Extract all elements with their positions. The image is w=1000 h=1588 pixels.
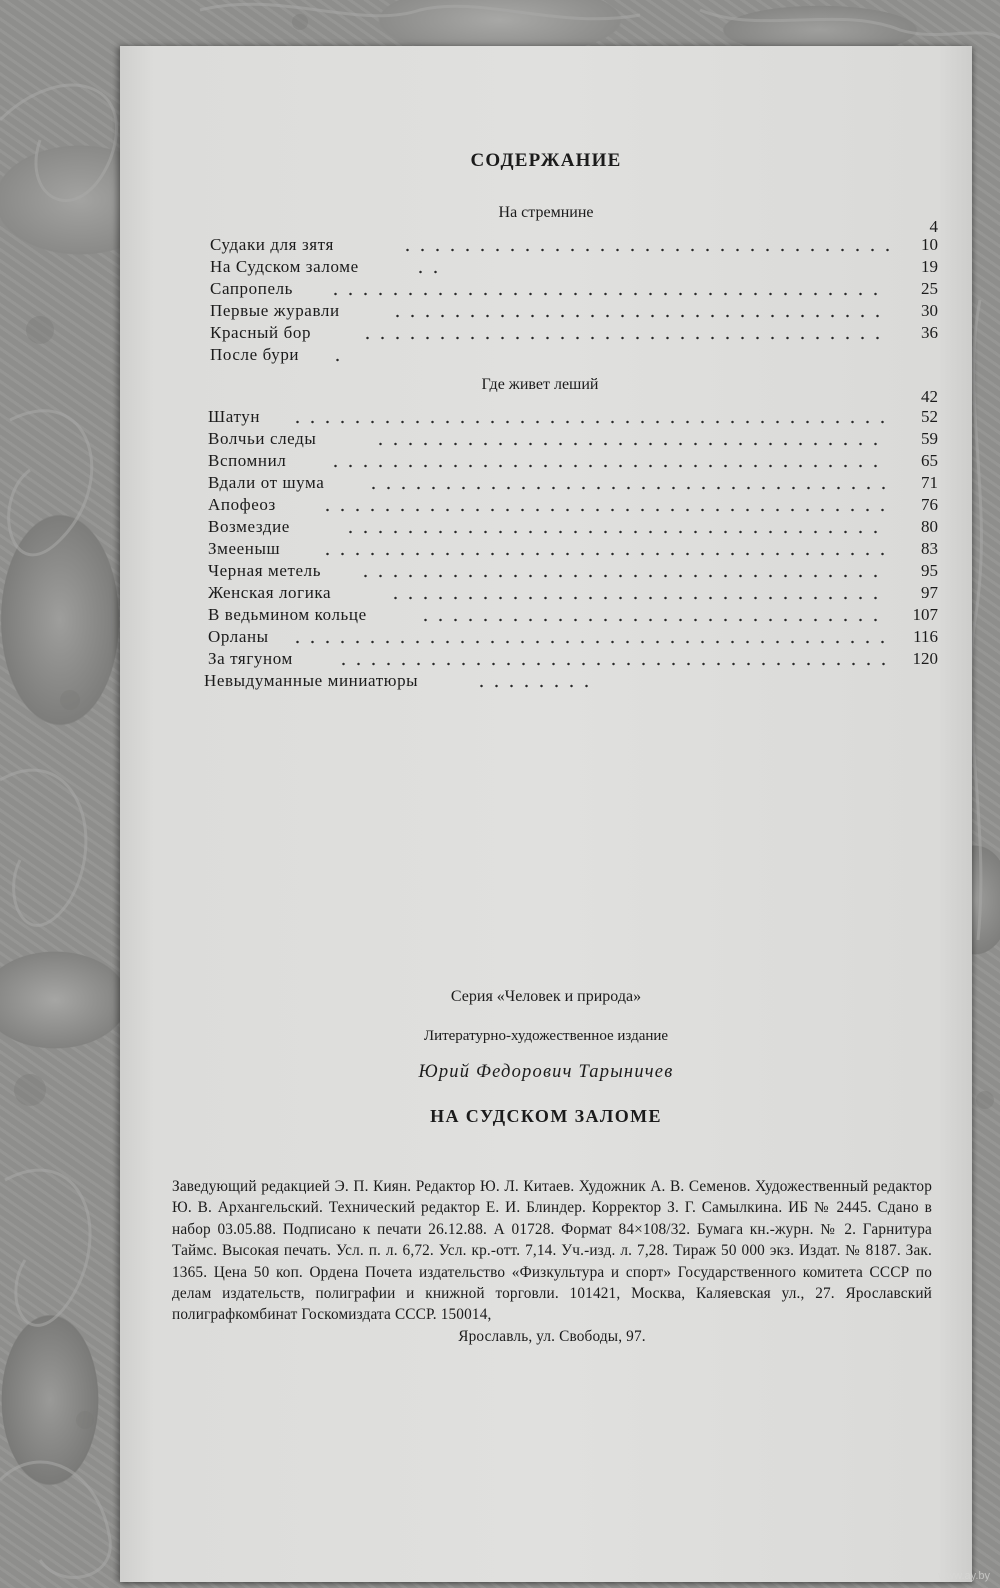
toc-entry[interactable] <box>208 583 938 605</box>
imprint-last-line: Ярославль, ул. Свободы, 97. <box>458 1327 646 1345</box>
toc-entry[interactable] <box>210 235 938 257</box>
toc-entry[interactable] <box>210 257 938 279</box>
leader-dots <box>474 684 588 688</box>
leader-dots <box>320 552 888 556</box>
leader-dots <box>373 442 888 446</box>
imprint-text: Заведующий редакцией Э. П. Киян. Редактор Ю. Л. Китаев. Художник А. В. Семенов. Художественный редактор Ю. В. Архангельский. Технический редактор Е. И. Блиндер. Корректор З. Г. Самылкина. ИБ № 2445. Сдано в набор 03.05.88. Подписано к печати 26.12.88. А 01728. Формат 84×108/32. Бумага кн.-журн. № 2. Гарнитура Таймс. Высокая печать. Усл. п. л. 6,72. Усл. кр.-отт. 7,14. Уч.-изд. л. 7,28. Тираж 50 000 экз. Издат. № 8187. Зак. 1365. Цена 50 коп. Ордена Почета издательство «Физкультура и спорт» Государственного комитета СССР по делам издательств, полиграфии и книжной торговли. 101421, Москва, Каляевская ул., 27. Ярославский полиграфкомбинат Госкомиздата СССР. 150014, <box>172 1178 932 1324</box>
leader-dots <box>390 314 888 318</box>
toc-entry-page: 97 <box>921 583 938 602</box>
toc-entry-title: Первые журавли <box>210 301 340 320</box>
toc-entry-page: 19 <box>921 257 938 276</box>
leader-dots <box>343 530 888 534</box>
toc-entry[interactable] <box>208 451 938 473</box>
toc-entry[interactable] <box>204 671 938 693</box>
toc-entry[interactable] <box>208 539 938 561</box>
toc-entry-title: Возмездие <box>208 517 290 536</box>
toc-entry-page: 71 <box>921 473 938 492</box>
toc-entry[interactable] <box>210 279 938 301</box>
toc-entry-title: Апофеоз <box>208 495 276 514</box>
toc-entry-page: 80 <box>921 517 938 536</box>
toc-entry-title: В ведьмином кольце <box>208 605 367 624</box>
imprint-block <box>172 1176 932 1347</box>
toc-entry-title: За тягуном <box>208 649 293 668</box>
toc-entry[interactable] <box>208 407 938 429</box>
toc-entry-title: На Судском заломе <box>210 257 359 276</box>
toc-entry-page: 107 <box>912 605 938 624</box>
book-title: НА СУДСКОМ ЗАЛОМЕ <box>430 1106 662 1126</box>
toc-entry-page: 95 <box>921 561 938 580</box>
section-title-2: Где живет леший <box>481 376 599 393</box>
leader-dots <box>413 270 439 274</box>
toc-entry[interactable] <box>208 429 938 451</box>
section-1-page: 4 <box>929 217 938 236</box>
toc-entry-page: 52 <box>921 407 938 426</box>
toc-entry-title: Вспомнил <box>208 451 287 470</box>
toc-entry-page: 120 <box>912 649 938 668</box>
toc-entry-title: Вдали от шума <box>208 473 325 492</box>
series-line: Серия «Человек и природа» <box>450 988 642 1005</box>
toc-entry-page: 30 <box>921 301 938 320</box>
toc-entry-title: Невыдуманные миниатюры <box>204 671 419 690</box>
leader-dots <box>290 640 888 644</box>
leader-dots <box>358 574 888 578</box>
leader-dots <box>336 662 888 666</box>
toc-entry[interactable] <box>208 627 938 649</box>
toc-entry-title: Женская логика <box>208 583 332 602</box>
leader-dots <box>360 336 888 340</box>
section-2-page: 42 <box>921 387 938 406</box>
leader-dots <box>290 420 888 424</box>
leader-dots <box>330 358 350 362</box>
toc-entry-title: Сапропель <box>210 279 294 298</box>
toc-entry-page: 59 <box>921 429 938 448</box>
toc-entry-title: Черная метель <box>208 561 322 580</box>
leader-dots <box>400 248 892 252</box>
leader-dots <box>366 486 888 490</box>
leader-dots <box>328 464 888 468</box>
toc-entry-page: 116 <box>913 627 938 646</box>
toc-entry-page: 83 <box>921 539 938 558</box>
toc-entry-title: Судаки для зятя <box>210 235 334 254</box>
toc-entry-page: 65 <box>921 451 938 470</box>
toc-entry[interactable] <box>210 345 938 367</box>
author-name: Юрий Федорович Тарыничев <box>418 1062 674 1082</box>
toc-entry[interactable] <box>208 517 938 539</box>
toc-entry[interactable] <box>208 473 938 495</box>
contents-heading: СОДЕРЖАНИЕ <box>470 150 622 171</box>
toc-entry[interactable] <box>208 495 938 517</box>
watermark: www.ay.by <box>938 1570 990 1582</box>
toc-entry-title: Красный бор <box>210 323 312 342</box>
toc-entry[interactable] <box>210 323 938 345</box>
book-page <box>120 46 972 1582</box>
section-title-1: На стремнине <box>498 204 594 221</box>
toc-entry-title: Орланы <box>208 627 269 646</box>
leader-dots <box>388 596 888 600</box>
leader-dots <box>418 618 888 622</box>
toc-entry-title: Шатун <box>208 407 261 426</box>
toc-entry[interactable] <box>208 561 938 583</box>
toc-entry-page: 36 <box>921 323 938 342</box>
edition-type: Литературно-художественное издание <box>423 1028 669 1044</box>
toc-entry[interactable] <box>210 301 938 323</box>
toc-entry-title: После бури <box>210 345 300 364</box>
toc-entry-title: Змееныш <box>208 539 281 558</box>
toc-entry-page: 25 <box>921 279 938 298</box>
toc-entry[interactable] <box>208 605 938 627</box>
toc-entry-page: 76 <box>921 495 938 514</box>
leader-dots <box>320 508 888 512</box>
toc-entry-title: Волчьи следы <box>208 429 317 448</box>
leader-dots <box>328 292 888 296</box>
toc-entry[interactable] <box>208 649 938 671</box>
toc-entry-page: 10 <box>921 235 938 254</box>
